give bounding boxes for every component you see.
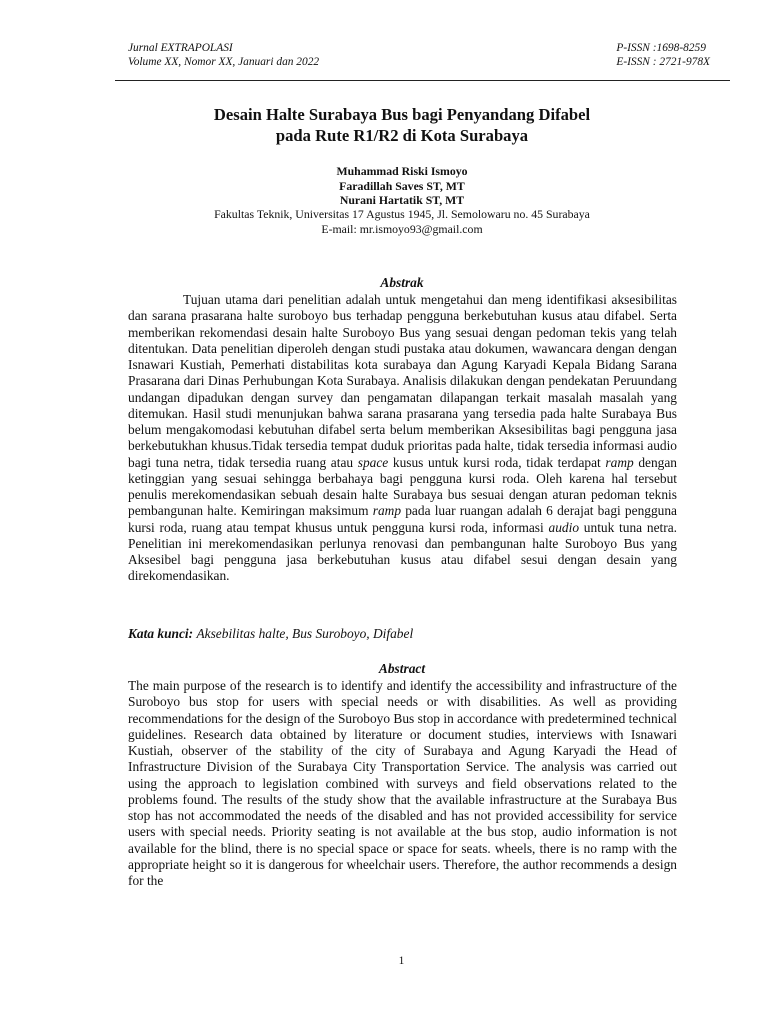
abstrak-text-1: Tujuan utama dari penelitian adalah untuk mengetahui dan meng identifikasi aksesibilitas dan sarana prasarana halte suroboyo bus terhadap pengguna berkebutuhan kusus atau difabel. Serta memberikan rekomendasi desain halte Suroboyo Bus yang sesuai dengan pedoman tekis yang telah ditentukan. Data penelitian diperoleh dengan studi pustaka atau dokumen, wawancara dengan dengan Isnawari Kustiah, Pemerhati distabilitas kota surabaya dan Agung Karyadi Kepala Bidang Sarana Prasarana dari Dinas Perhubungan Kota Surabaya. Analisis dilakukan dengan pendekatan Peruundang undangan dipadukan dengan survey dan pengamatan dilapangan terkait masalah masalah yang ditemukan. Hasil studi menunjukan bahwa sarana prasarana yang tersedia pada halte Surabaya Bus belum mengakomodasi kebutuhan difabel serta belum memberikan Aksesibilitas bagi pengguna jasa berkebutukhan khusus.Tidak tersedia tempat duduk prioritas pada halte, tidak tersedia informasi audio bagi tuna netra, tidak tersedia ruang atau bbox=[128, 292, 677, 470]
author-1: Muhammad Riski Ismoyo bbox=[336, 164, 468, 178]
abstrak-heading: Abstrak bbox=[380, 275, 424, 290]
email: E-mail: mr.ismoyo93@gmail.com bbox=[321, 222, 483, 236]
eissn: E-ISSN : 2721-978X bbox=[616, 56, 710, 68]
abstrak-text-2: kusus untuk kursi roda, tidak terdapat bbox=[392, 454, 601, 470]
title-line-1: Desain Halte Surabaya Bus bagi Penyandang Difabel bbox=[213, 105, 591, 124]
author-list bbox=[128, 164, 676, 208]
author-2: Faradillah Saves ST, MT bbox=[339, 178, 465, 193]
journal-volume: Volume XX, Nomor XX, Januari dan 2022 bbox=[128, 56, 320, 68]
abstrak-term-ramp-1: ramp bbox=[605, 454, 634, 470]
header-right bbox=[616, 41, 710, 69]
abstrak-term-ramp-2: ramp bbox=[372, 503, 402, 519]
keywords-label: Kata kunci: bbox=[128, 626, 194, 641]
author-3: Nurani Hartatik ST, MT bbox=[339, 193, 465, 208]
abstrak-body bbox=[128, 292, 677, 585]
abstrak-text-5: untuk tuna netra. Penelitian ini merekomendasikan perlunya renovasi dan pembangunan halte Suroboyo Bus yang Aksesibel bagi pengguna jasa berkebutuhan kusus atau difabel sesui dengan desain yang direkomendasikan. bbox=[128, 519, 677, 584]
title-line-2: pada Rute R1/R2 di Kota Surabaya bbox=[275, 126, 529, 145]
journal-name: Jurnal EXTRAPOLASI bbox=[128, 42, 233, 54]
page-number: 1 bbox=[398, 955, 405, 967]
abstract-heading: Abstract bbox=[378, 661, 426, 676]
paper-title bbox=[128, 104, 676, 146]
keywords-value: Aksebilitas halte, Bus Suroboyo, Difabel bbox=[196, 626, 414, 641]
abstract-body: The main purpose of the research is to identify and identify the accessibility and infrastructure of the Suroboyo bus stop for users with special needs or with disabilities. As well as providing recommendations for the design of the Suroboyo Bus stop in accordance with predetermined technical guidelines. Research data obtained by literature or document studies, interviews with Isnawari Kustiah, observer of the stability of the city of Surabaya and Agung Karyadi the Head of Infrastructure Division of the Surabaya City Transportation Service. The analysis was carried out using the approach to legislation combined with surveys and field observations related to the problems found. The results of the study show that the available infrastructure at the Surabaya Bus stop has not accommodated the needs of the disabled and has not provided accessibility for service users with special needs. Priority seating is not available at the bus stop, audio information is not available for the blind, there is no special space or space for seats. wheels, there is no ramp with the appropriate height so it is dangerous for wheelchair users. Therefore, the author recommends a design for the bbox=[128, 678, 677, 888]
keywords bbox=[128, 626, 677, 642]
running-header bbox=[128, 41, 710, 69]
header-rule bbox=[115, 80, 730, 81]
header-left bbox=[128, 41, 319, 69]
affiliation-block bbox=[128, 207, 676, 237]
pissn: P-ISSN :1698-8259 bbox=[616, 42, 706, 54]
abstrak-text-4: pada luar ruangan adalah 6 derajat bagi pengguna kursi roda, ruang atau tempat khusus untuk pengguna kursi roda, informasi bbox=[128, 503, 677, 535]
affiliation: Fakultas Teknik, Universitas 17 Agustus 1945, Jl. Semolowaru no. 45 Surabaya bbox=[214, 207, 590, 221]
abstrak-term-audio: audio bbox=[548, 519, 580, 535]
abstrak-term-space: space bbox=[357, 454, 389, 470]
abstrak-text-3: dengan ketinggian yang sesuai sehingga berbahaya bagi pengguna kursi roda. Oleh karena hal tersebut penulis merekomendasikan sebuah desain halte Surabaya bus sesuai dengan aturan pedoman teknis pembangunan halte. Kemiringan maksimum bbox=[128, 454, 677, 519]
